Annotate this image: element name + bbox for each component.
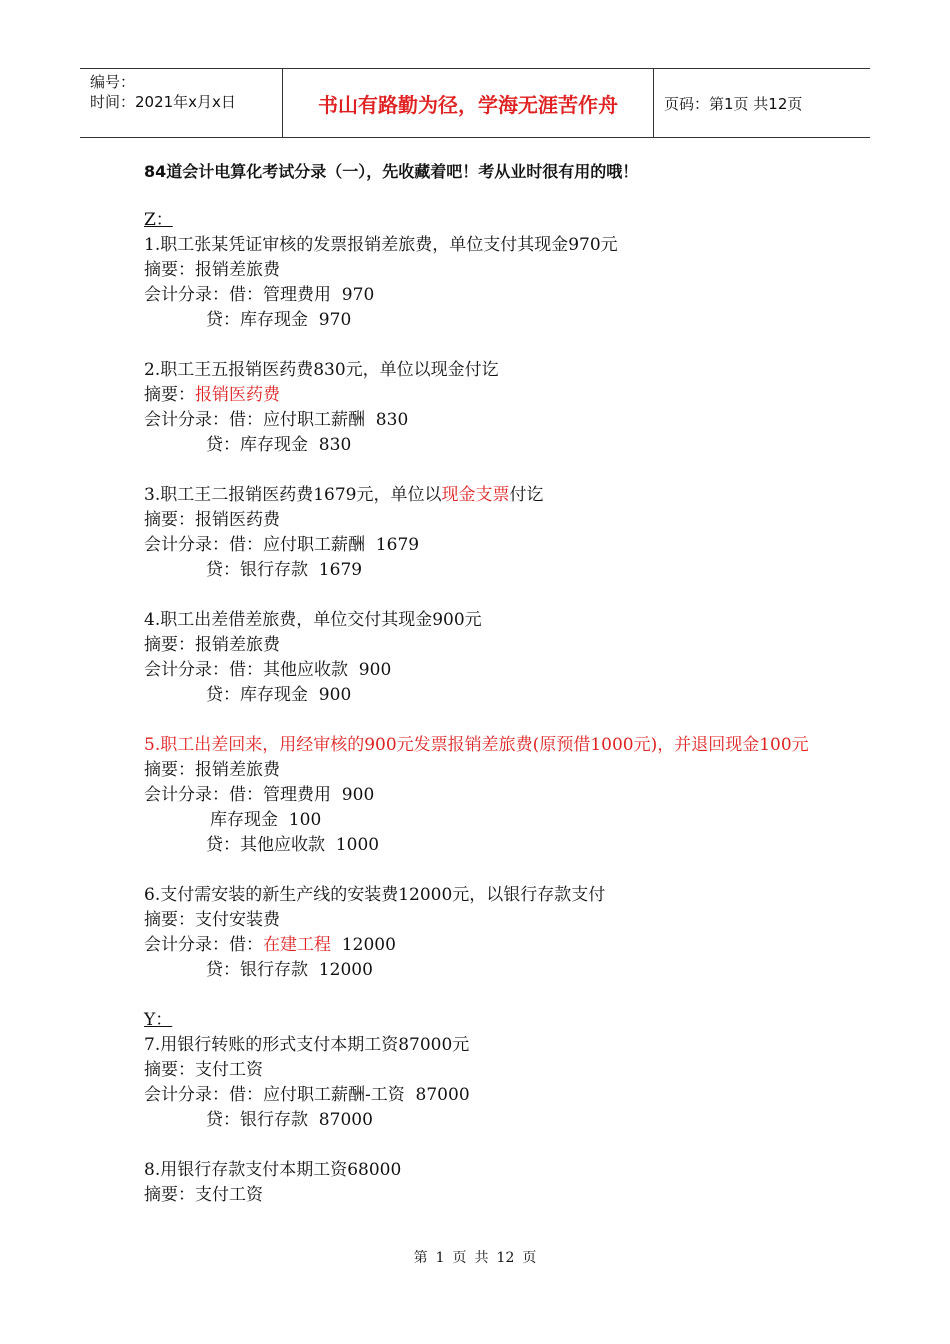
entry-2 xyxy=(144,358,824,458)
summary: 摘要：支付工资 xyxy=(144,1185,263,1205)
debit-amount: 12000 xyxy=(331,935,396,955)
question-highlight: 现金支票 xyxy=(441,485,510,505)
debit-label: 会计分录：借： xyxy=(144,935,263,955)
summary: 摘要：报销差旅费 xyxy=(144,635,280,655)
footer-ye: 页 xyxy=(452,1250,467,1266)
document-body xyxy=(144,158,824,1208)
debit-line: 会计分录：借：其他应收款 900 xyxy=(144,660,392,680)
header-page-info: 页码：第1页 共12页 xyxy=(664,94,803,113)
doc-title: 84道会计电算化考试分录（一），先收藏着吧！考从业时很有用的哦！ xyxy=(144,162,639,181)
summary-label: 摘要： xyxy=(144,385,195,405)
debit-line: 会计分录：借：应付职工薪酬 1679 xyxy=(144,535,420,555)
footer-gong: 共 xyxy=(474,1250,489,1266)
credit-line: 贷：库存现金 970 xyxy=(206,310,352,330)
debit-line: 会计分录：借：应付职工薪酬-工资 87000 xyxy=(144,1085,470,1105)
summary xyxy=(144,383,824,408)
entry-4 xyxy=(144,608,824,708)
question xyxy=(144,733,824,758)
question-text-end: 付讫 xyxy=(509,485,544,505)
footer-page-number: 1 xyxy=(435,1250,445,1266)
question: 7.用银行转账的形式支付本期工资87000元 xyxy=(144,1035,470,1055)
entry-5 xyxy=(144,733,824,858)
footer-di: 第 xyxy=(413,1250,428,1266)
entry-7 xyxy=(144,1033,824,1133)
credit-line: 贷：银行存款 1679 xyxy=(206,560,363,580)
debit-line: 会计分录：借：管理费用 970 xyxy=(144,285,375,305)
document-header xyxy=(80,68,870,138)
footer-ye2: 页 xyxy=(522,1250,537,1266)
entry-6 xyxy=(144,883,824,983)
summary-highlight: 报销医药费 xyxy=(195,385,280,405)
page-footer xyxy=(0,1247,950,1267)
header-motto: 书山有路勤为径，学海无涯苦作舟 xyxy=(282,69,654,137)
summary: 摘要：报销差旅费 xyxy=(144,760,280,780)
question: 4.职工出差借差旅费，单位交付其现金900元 xyxy=(144,610,482,630)
debit-line: 会计分录：借：应付职工薪酬 830 xyxy=(144,410,409,430)
summary: 摘要：支付工资 xyxy=(144,1060,263,1080)
summary: 摘要：报销差旅费 xyxy=(144,260,280,280)
summary: 摘要：报销医药费 xyxy=(144,510,280,530)
question xyxy=(144,483,824,508)
question-text: 3.职工王二报销医药费1679元，单位以 xyxy=(144,485,442,505)
header-meta xyxy=(80,69,282,137)
question: 1.职工张某凭证审核的发票报销差旅费，单位支付其现金970元 xyxy=(144,235,618,255)
debit-line xyxy=(144,933,824,958)
debit-account-highlight: 在建工程 xyxy=(263,935,331,955)
section-y: Y： xyxy=(144,1010,173,1030)
credit-line: 贷：库存现金 900 xyxy=(206,685,352,705)
credit-line: 贷：银行存款 87000 xyxy=(206,1110,373,1130)
entry-8 xyxy=(144,1158,824,1208)
summary: 摘要：支付安装费 xyxy=(144,910,280,930)
debit-line: 会计分录：借：管理费用 900 xyxy=(144,785,375,805)
debit-line-2: 库存现金 100 xyxy=(210,810,322,830)
credit-line: 贷：库存现金 830 xyxy=(206,435,352,455)
time-label: 时间：2021年x月x日 xyxy=(90,93,236,111)
question-number: 5. xyxy=(144,735,161,755)
question: 6.支付需安装的新生产线的安装费12000元，以银行存款支付 xyxy=(144,885,606,905)
credit-line: 贷：其他应收款 1000 xyxy=(206,835,380,855)
footer-total-pages: 12 xyxy=(496,1250,515,1266)
section-z: Z： xyxy=(144,210,173,230)
entry-1 xyxy=(144,233,824,333)
credit-line: 贷：银行存款 12000 xyxy=(206,960,373,980)
question-highlight: 职工出差回来，用经审核的900元发票报销差旅费(原预借1000元)，并退回现金100元 xyxy=(160,735,809,755)
question: 2.职工王五报销医药费830元，单位以现金付讫 xyxy=(144,360,499,380)
question: 8.用银行存款支付本期工资68000 xyxy=(144,1160,402,1180)
number-label: 编号： xyxy=(90,73,136,91)
entry-3 xyxy=(144,483,824,583)
